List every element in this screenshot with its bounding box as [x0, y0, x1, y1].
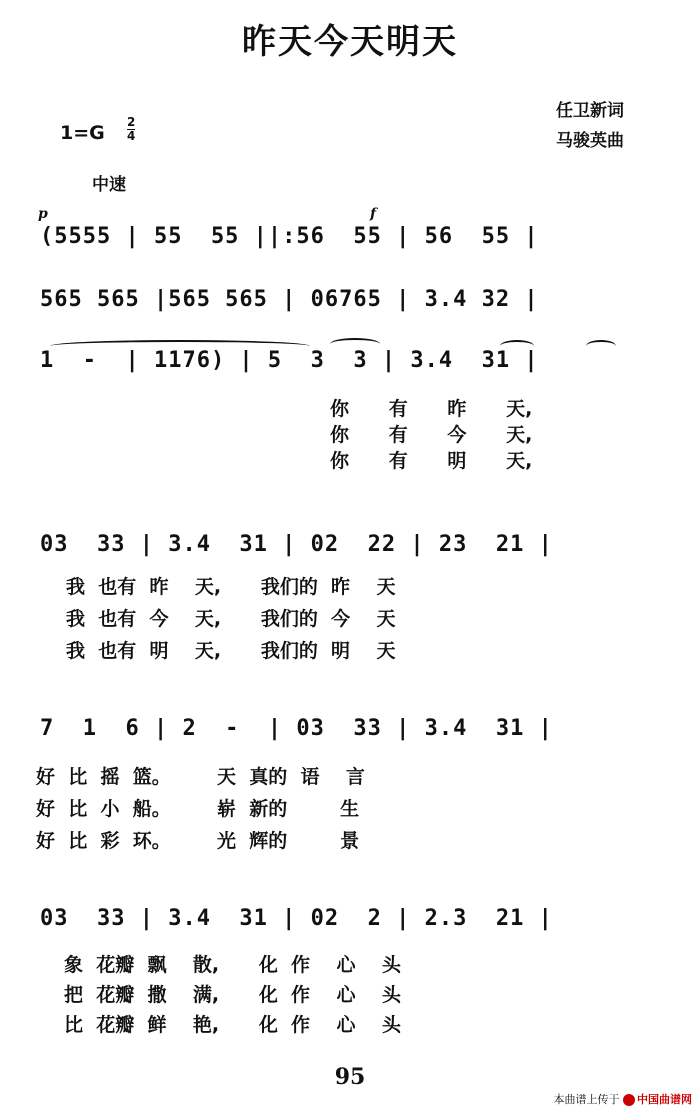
time-signature	[127, 116, 135, 143]
page-number: 95	[334, 1064, 366, 1090]
lyrics-row-5-verse-3: 好 比 彩 环。 光 辉的 景	[36, 830, 360, 852]
tie-arc	[586, 340, 616, 352]
lyrics-row-6-verse-1: 象 花瓣 飘 散, 化 作 心 头	[64, 954, 401, 976]
dynamic-p: p	[38, 206, 48, 222]
time-sig-top: 2	[127, 115, 136, 129]
lyrics-row-3-verse-1: 你 有 昨 天,	[330, 398, 533, 420]
notes-row-4: 03 33 | 3.4 31 | 02 22 | 23 21 |	[40, 532, 553, 557]
tie-arc	[500, 340, 534, 352]
notes-row-3: 1 - | 1176) | 5 3 3 | 3.4 31 |	[40, 348, 539, 373]
staff-row-3	[0, 344, 700, 484]
lyrics-row-3-verse-3: 你 有 明 天,	[330, 450, 533, 472]
lyrics-row-4-verse-1: 我 也有 昨 天, 我们的 昨 天	[66, 576, 396, 598]
lyrics-row-5-verse-2: 好 比 小 船。 崭 新的 生	[36, 798, 360, 820]
staff-row-2	[0, 283, 700, 327]
lyricist: 任卫新词	[556, 101, 624, 121]
dynamic-f: f	[370, 206, 377, 222]
tempo-marking: 中速	[92, 175, 126, 195]
notes-row-2: 565 565 |565 565 | 06765 | 3.4 32 |	[40, 287, 539, 312]
staff-row-1	[0, 220, 700, 264]
lyrics-row-4-verse-2: 我 也有 今 天, 我们的 今 天	[66, 608, 396, 630]
lyrics-row-6-verse-2: 把 花瓣 撒 满, 化 作 心 头	[64, 984, 401, 1006]
tie-arc	[330, 338, 380, 350]
staff-row-5	[0, 712, 700, 852]
staff-row-4	[0, 528, 700, 668]
staff-row-6	[0, 902, 700, 1042]
lyrics-row-3-verse-2: 你 有 今 天,	[330, 424, 533, 446]
key-signature: 1=G	[60, 122, 105, 144]
page-title: 昨天今天明天	[242, 22, 458, 62]
composer: 马骏英曲	[556, 131, 624, 151]
lyrics-row-4-verse-3: 我 也有 明 天, 我们的 明 天	[66, 640, 396, 662]
time-sig-bottom: 4	[127, 129, 136, 143]
tie-arc	[50, 340, 310, 352]
footer-watermark	[554, 1091, 693, 1107]
lyrics-row-5-verse-1: 好 比 摇 篮。 天 真的 语 言	[36, 766, 365, 788]
footer-brand: 中国曲谱网	[637, 1093, 692, 1106]
lyrics-row-6-verse-3: 比 花瓣 鲜 艳, 化 作 心 头	[64, 1014, 401, 1036]
notes-row-6: 03 33 | 3.4 31 | 02 2 | 2.3 21 |	[40, 906, 553, 931]
notes-row-1: (5555 | 55 55 ||:56 55 | 56 55 |	[40, 224, 539, 249]
notes-row-5: 7 1 6 | 2 - | 03 33 | 3.4 31 |	[40, 716, 553, 741]
site-logo-icon	[623, 1094, 635, 1106]
footer-text: 本曲谱上传于	[553, 1093, 620, 1106]
